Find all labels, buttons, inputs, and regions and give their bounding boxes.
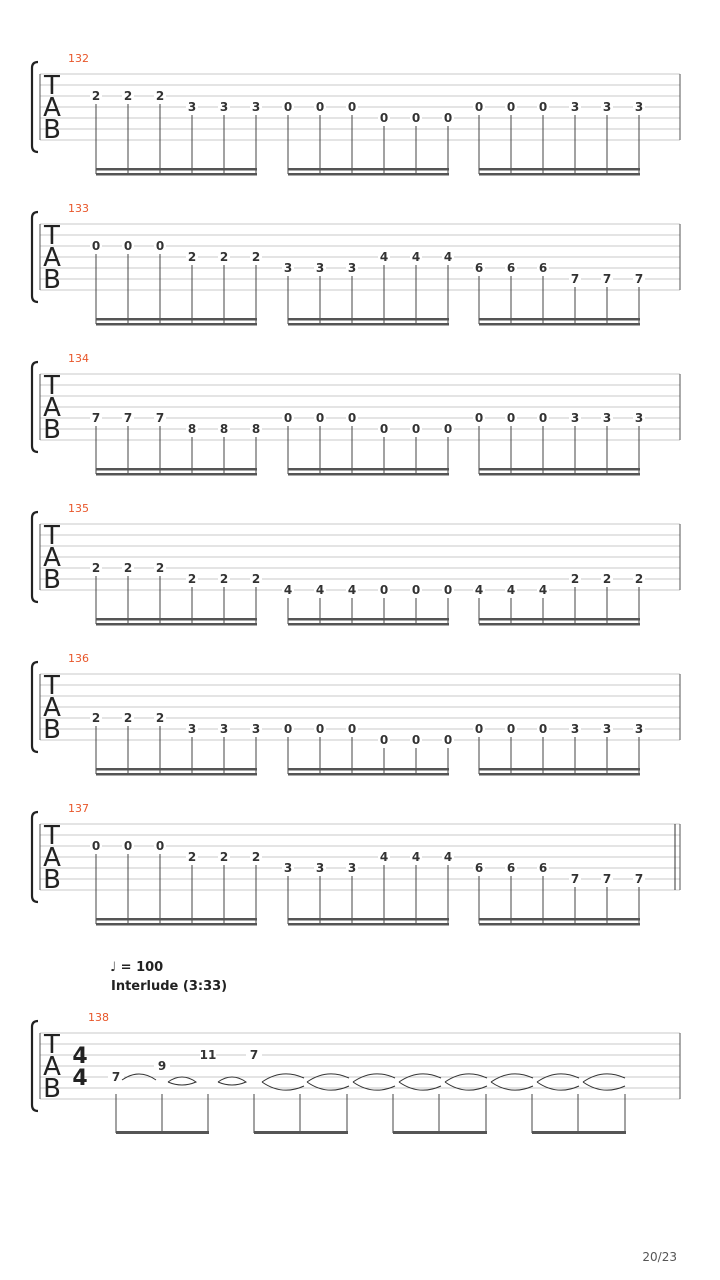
tie xyxy=(307,1074,349,1082)
fret-number: 3 xyxy=(570,411,580,425)
system-bracket xyxy=(32,1021,38,1111)
fret-number: 0 xyxy=(123,239,133,253)
tab-clef-letter: B xyxy=(43,265,61,295)
beam xyxy=(96,323,257,326)
fret-number: 2 xyxy=(155,711,165,725)
beam xyxy=(479,618,640,621)
system-bracket xyxy=(32,812,38,902)
fret-number: 3 xyxy=(187,100,197,114)
fret-number: 0 xyxy=(474,722,484,736)
beam xyxy=(479,323,640,326)
fret-number: 0 xyxy=(379,111,389,125)
beam xyxy=(96,773,257,776)
fret-number: 4 xyxy=(443,850,453,864)
tie xyxy=(262,1082,304,1090)
fret-number: 3 xyxy=(634,100,644,114)
tab-clef-letter: B xyxy=(43,565,61,595)
fret-number: 2 xyxy=(251,250,261,264)
tab-clef-letter: A xyxy=(43,543,61,573)
tab-clef-letter: B xyxy=(43,1074,61,1104)
fret-number: 3 xyxy=(570,722,580,736)
tie xyxy=(445,1082,487,1090)
fret-number: 2 xyxy=(155,561,165,575)
fret-number: 0 xyxy=(315,100,325,114)
fret-number: 3 xyxy=(315,861,325,875)
fret-number: 0 xyxy=(506,100,516,114)
tie xyxy=(399,1082,441,1090)
tab-clef-letter: T xyxy=(44,71,60,101)
fret-number: 11 xyxy=(199,1048,217,1062)
beam xyxy=(96,473,257,476)
fret-number: 0 xyxy=(347,411,357,425)
fret-number: 0 xyxy=(379,583,389,597)
fret-number: 0 xyxy=(91,239,101,253)
fret-number: 4 xyxy=(283,583,293,597)
system-bracket xyxy=(32,62,38,152)
fret-number: 3 xyxy=(602,411,612,425)
fret-number: 2 xyxy=(123,89,133,103)
fret-number: 6 xyxy=(538,861,548,875)
fret-number: 0 xyxy=(347,100,357,114)
bar-number: 138 xyxy=(88,1011,109,1024)
quarter-note-icon: ♩ xyxy=(110,960,117,975)
tab-clef-letter: T xyxy=(44,671,60,701)
tab-system xyxy=(32,352,680,476)
fret-number: 2 xyxy=(219,850,229,864)
fret-number: 4 xyxy=(538,583,548,597)
fret-number: 3 xyxy=(634,722,644,736)
fret-number: 7 xyxy=(570,872,580,886)
tab-clef-letter: A xyxy=(43,393,61,423)
fret-number: 0 xyxy=(538,100,548,114)
tempo-value: = 100 xyxy=(120,960,164,975)
tab-system xyxy=(32,52,680,176)
fret-number: 0 xyxy=(411,733,421,747)
beam xyxy=(288,173,449,176)
fret-number: 2 xyxy=(123,561,133,575)
time-signature-digit: 4 xyxy=(72,1044,88,1069)
beam xyxy=(96,768,257,771)
tie xyxy=(537,1082,579,1090)
fret-number: 2 xyxy=(155,89,165,103)
beam xyxy=(288,773,449,776)
fret-number: 0 xyxy=(123,839,133,853)
fret-number: 8 xyxy=(219,422,229,436)
fret-number: 4 xyxy=(411,850,421,864)
fret-number: 4 xyxy=(506,583,516,597)
time-signature-digit: 4 xyxy=(72,1066,88,1091)
slur xyxy=(218,1077,246,1085)
beam xyxy=(532,1131,626,1134)
fret-number: 3 xyxy=(251,100,261,114)
beam xyxy=(96,623,257,626)
beam xyxy=(288,468,449,471)
fret-number: 0 xyxy=(538,722,548,736)
tab-clef-letter: T xyxy=(44,371,60,401)
system-bracket xyxy=(32,512,38,602)
fret-number: 2 xyxy=(187,250,197,264)
fret-number: 0 xyxy=(155,239,165,253)
fret-number: 3 xyxy=(187,722,197,736)
tab-system xyxy=(32,652,680,776)
fret-number: 2 xyxy=(123,711,133,725)
fret-number: 7 xyxy=(123,411,133,425)
beam xyxy=(96,468,257,471)
fret-number: 3 xyxy=(347,861,357,875)
beam xyxy=(479,923,640,926)
page-number: 20/23 xyxy=(642,1250,677,1264)
beam xyxy=(479,468,640,471)
fret-number: 4 xyxy=(379,250,389,264)
fret-number: 2 xyxy=(634,572,644,586)
beam xyxy=(254,1131,348,1134)
fret-number: 0 xyxy=(411,583,421,597)
beam xyxy=(288,473,449,476)
bar-number: 132 xyxy=(68,52,89,65)
fret-number: 7 xyxy=(602,272,612,286)
fret-number: 3 xyxy=(219,722,229,736)
fret-number: 2 xyxy=(91,89,101,103)
fret-number: 0 xyxy=(379,422,389,436)
fret-number: 3 xyxy=(251,722,261,736)
tab-clef-letter: A xyxy=(43,243,61,273)
system-bracket xyxy=(32,362,38,452)
fret-number: 0 xyxy=(283,722,293,736)
tie xyxy=(583,1082,625,1090)
fret-number: 3 xyxy=(570,100,580,114)
fret-number: 3 xyxy=(602,722,612,736)
fret-number: 4 xyxy=(474,583,484,597)
fret-number: 3 xyxy=(283,261,293,275)
fret-number: 2 xyxy=(602,572,612,586)
tie xyxy=(399,1074,441,1082)
tie xyxy=(445,1074,487,1082)
fret-number: 2 xyxy=(91,711,101,725)
tab-clef-letter: T xyxy=(44,521,60,551)
fret-number: 0 xyxy=(411,111,421,125)
fret-number: 6 xyxy=(474,861,484,875)
fret-number: 4 xyxy=(379,850,389,864)
fret-number: 4 xyxy=(443,250,453,264)
beam xyxy=(479,168,640,171)
beam xyxy=(96,923,257,926)
tie xyxy=(537,1074,579,1082)
fret-number: 8 xyxy=(187,422,197,436)
system-bracket xyxy=(32,212,38,302)
fret-number: 7 xyxy=(570,272,580,286)
beam xyxy=(479,773,640,776)
tab-clef-letter: A xyxy=(43,1052,61,1082)
tab-clef-letter: T xyxy=(44,1030,60,1060)
fret-number: 7 xyxy=(602,872,612,886)
bar-number: 134 xyxy=(68,352,89,365)
bar-number: 137 xyxy=(68,802,89,815)
beam xyxy=(479,173,640,176)
fret-number: 2 xyxy=(251,572,261,586)
beam xyxy=(288,923,449,926)
beam xyxy=(479,473,640,476)
beam xyxy=(479,318,640,321)
fret-number: 0 xyxy=(155,839,165,853)
tie xyxy=(491,1082,533,1090)
fret-number: 3 xyxy=(347,261,357,275)
fret-number: 7 xyxy=(155,411,165,425)
tie xyxy=(353,1074,395,1082)
tab-clef-letter: B xyxy=(43,865,61,895)
fret-number: 4 xyxy=(315,583,325,597)
tab-system xyxy=(32,502,680,626)
tab-clef-letter: T xyxy=(44,221,60,251)
fret-number: 7 xyxy=(111,1070,121,1084)
beam xyxy=(96,173,257,176)
beam xyxy=(288,168,449,171)
fret-number: 8 xyxy=(251,422,261,436)
beam xyxy=(288,618,449,621)
fret-number: 6 xyxy=(538,261,548,275)
tab-clef-letter: B xyxy=(43,715,61,745)
fret-number: 0 xyxy=(379,733,389,747)
fret-number: 0 xyxy=(474,411,484,425)
tab-system xyxy=(32,802,680,926)
beam xyxy=(96,618,257,621)
bar-number: 136 xyxy=(68,652,89,665)
fret-number: 3 xyxy=(634,411,644,425)
beam xyxy=(288,318,449,321)
beam xyxy=(288,623,449,626)
fret-number: 0 xyxy=(443,111,453,125)
beam xyxy=(96,318,257,321)
fret-number: 9 xyxy=(157,1059,167,1073)
fret-number: 6 xyxy=(474,261,484,275)
beam xyxy=(288,768,449,771)
fret-number: 3 xyxy=(602,100,612,114)
fret-number: 0 xyxy=(474,100,484,114)
bar-number: 135 xyxy=(68,502,89,515)
fret-number: 0 xyxy=(538,411,548,425)
fret-number: 0 xyxy=(443,422,453,436)
beam xyxy=(479,623,640,626)
slur xyxy=(168,1077,196,1085)
fret-number: 2 xyxy=(251,850,261,864)
fret-number: 4 xyxy=(411,250,421,264)
section-label: Interlude (3:33) xyxy=(111,979,228,994)
fret-number: 7 xyxy=(249,1048,259,1062)
beam xyxy=(96,168,257,171)
fret-number: 2 xyxy=(570,572,580,586)
beam xyxy=(288,918,449,921)
tie xyxy=(491,1074,533,1082)
fret-number: 2 xyxy=(187,850,197,864)
beam xyxy=(393,1131,487,1134)
tab-system-interlude xyxy=(32,1011,680,1134)
fret-number: 0 xyxy=(443,733,453,747)
beam xyxy=(288,323,449,326)
fret-number: 6 xyxy=(506,261,516,275)
tab-clef-letter: A xyxy=(43,843,61,873)
beam xyxy=(479,768,640,771)
fret-number: 0 xyxy=(443,583,453,597)
fret-number: 4 xyxy=(347,583,357,597)
beam xyxy=(116,1131,209,1134)
tie xyxy=(262,1074,304,1082)
tab-clef-letter: B xyxy=(43,415,61,445)
beam xyxy=(479,918,640,921)
tempo-marking xyxy=(110,960,163,975)
fret-number: 0 xyxy=(91,839,101,853)
fret-number: 3 xyxy=(219,100,229,114)
tab-clef-letter: A xyxy=(43,693,61,723)
tab-system xyxy=(32,202,680,326)
fret-number: 0 xyxy=(315,722,325,736)
fret-number: 7 xyxy=(634,872,644,886)
fret-number: 7 xyxy=(634,272,644,286)
tab-clef-letter: T xyxy=(44,821,60,851)
fret-number: 0 xyxy=(506,411,516,425)
fret-number: 0 xyxy=(506,722,516,736)
tie xyxy=(583,1074,625,1082)
tab-clef-letter: A xyxy=(43,93,61,123)
bar-number: 133 xyxy=(68,202,89,215)
fret-number: 3 xyxy=(283,861,293,875)
fret-number: 7 xyxy=(91,411,101,425)
fret-number: 0 xyxy=(315,411,325,425)
fret-number: 0 xyxy=(283,411,293,425)
fret-number: 2 xyxy=(91,561,101,575)
beam xyxy=(96,918,257,921)
fret-number: 2 xyxy=(219,572,229,586)
tab-clef-letter: B xyxy=(43,115,61,145)
fret-number: 2 xyxy=(187,572,197,586)
fret-number: 6 xyxy=(506,861,516,875)
fret-number: 0 xyxy=(411,422,421,436)
system-bracket xyxy=(32,662,38,752)
fret-number: 0 xyxy=(283,100,293,114)
fret-number: 3 xyxy=(315,261,325,275)
fret-number: 0 xyxy=(347,722,357,736)
tie xyxy=(307,1082,349,1090)
fret-number: 2 xyxy=(219,250,229,264)
tie xyxy=(353,1082,395,1090)
